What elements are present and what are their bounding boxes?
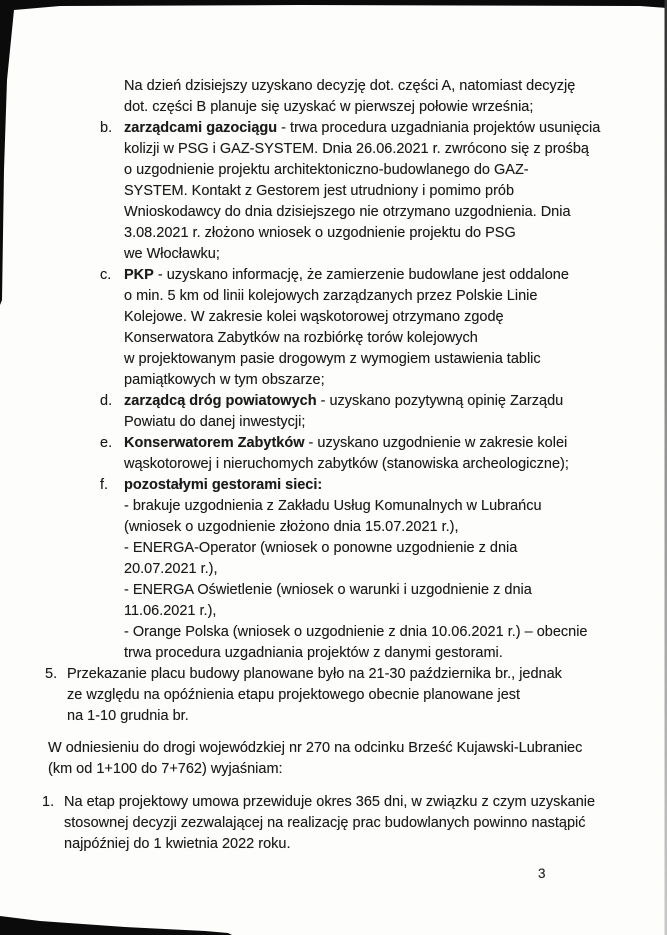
text-line: Wnioskodawcy do dnia dzisiejszego nie otrzymano uzgodnienia. Dnia	[124, 204, 571, 220]
item-lead-bold: zarządcą dróg powiatowych	[124, 393, 317, 409]
list-marker: c.	[100, 267, 112, 283]
numbered-item	[0, 792, 667, 855]
text-line: Na etap projektowy umowa przewiduje okres 365 dni, w związku z czym uzyskanie	[64, 794, 596, 810]
text-line: w projektowanym pasie drogowym z wymogiem ustawienia tablic	[124, 351, 541, 367]
lettered-item-body	[124, 391, 563, 433]
text-line: SYSTEM. Kontakt z Gestorem jest utrudniony i pomimo prób	[124, 183, 515, 199]
lettered-list	[0, 118, 667, 664]
lettered-item-body	[124, 265, 569, 391]
text-line: (km od 1+100 do 7+762) wyjaśniam:	[48, 761, 283, 777]
text-line: Przekazanie placu budowy planowane było na 21-30 października br., jednak	[67, 666, 562, 682]
text-line: dot. części B planuje się uzyskać w pierwszej połowie września;	[124, 99, 534, 115]
section-paragraph	[48, 738, 667, 780]
scan-edge-bottom	[0, 916, 232, 935]
text-line	[124, 475, 588, 496]
list-marker: e.	[100, 435, 113, 451]
numbered-item	[0, 664, 667, 727]
document-content	[0, 76, 667, 855]
text-line: pamiątkowych w tym obszarze;	[124, 372, 325, 388]
text-line: we Włocławku;	[124, 246, 220, 262]
text-line: W odniesieniu do drogi wojewódzkiej nr 270 na odcinku Brześć Kujawski-Lubraniec	[48, 740, 583, 756]
numbered-item-body	[67, 664, 562, 727]
item-lead-bold: zarządcami gazociągu	[124, 120, 278, 136]
text-line: Powiatu do danej inwestycji;	[124, 414, 306, 430]
text-line: o uzgodnienie projektu architektoniczno-budowlanego do GAZ-	[124, 162, 529, 178]
list-marker: d.	[100, 393, 113, 409]
text-line: - ENERGA Oświetlenie (wniosek o warunki i uzgodnienie z dnia	[124, 582, 532, 598]
text-line: - brakuje uzgodnienia z Zakładu Usług Komunalnych w Lubrańcu	[124, 498, 542, 514]
text-line: trwa procedura uzgadniania projektów z danymi gestorami.	[124, 645, 503, 661]
numbered-item-body	[64, 792, 595, 855]
text-line: 11.06.2021 r.),	[124, 603, 217, 619]
lettered-item	[0, 475, 667, 664]
item-lead-bold: PKP	[124, 267, 154, 283]
scan-edge-top	[0, 0, 667, 28]
text-line: zarządcą dróg powiatowych - uzyskano pozytywną opinię Zarządu	[124, 393, 564, 409]
text-line: wąskotorowej i nieruchomych zabytków (stanowiska archeologiczne);	[124, 456, 569, 472]
text-line: Konserwatora Zabytków na rozbiórkę torów kolejowych	[124, 330, 478, 346]
text-line: najpóźniej do 1 kwietnia 2022 roku.	[64, 836, 291, 852]
text-line: stosownej decyzji zezwalającej na realizację prac budowlanych powinno nastąpić	[64, 815, 586, 831]
text-line: kolizji w PSG i GAZ-SYSTEM. Dnia 26.06.2021 r. zwrócono się z prośbą	[124, 141, 589, 157]
lettered-item	[0, 391, 667, 433]
lettered-item-body	[124, 475, 588, 664]
lettered-item-body	[124, 433, 569, 475]
list-marker: 1.	[42, 794, 55, 810]
text-line: 3.08.2021 r. złożono wniosek o uzgodnienie projektu do PSG	[124, 225, 516, 241]
page-number: 3	[538, 866, 546, 881]
text-line: - ENERGA-Operator (wniosek o ponowne uzgodnienie z dnia	[124, 540, 518, 556]
text-line: 20.07.2021 r.),	[124, 561, 218, 577]
text-line: PKP - uzyskano informację, że zamierzenie budowlane jest oddalone	[124, 267, 569, 283]
text-line: na 1-10 grudnia br.	[67, 708, 189, 724]
item-lead-bold: pozostałymi gestorami sieci:	[124, 477, 323, 493]
text-line: (wniosek o uzgodnienie złożono dnia 15.07.2021 r.),	[124, 519, 459, 535]
list-marker: f.	[100, 477, 109, 493]
numbered-item-1	[0, 792, 667, 855]
text-line: zarządcami gazociągu - trwa procedura uzgadniania projektów usunięcia	[124, 120, 601, 136]
text-line: ze względu na opóźnienia etapu projektowego obecnie planowane jest	[67, 687, 521, 703]
text-line: Kolejowe. W zakresie kolei wąskotorowej otrzymano zgodę	[124, 309, 504, 325]
lettered-item-body	[124, 118, 600, 265]
list-marker: b.	[100, 120, 113, 136]
list-marker: 5.	[45, 666, 58, 682]
hanging-paragraph	[124, 76, 667, 118]
lettered-item	[0, 118, 667, 265]
text-line: Konserwatorem Zabytków - uzyskano uzgodnienie w zakresie kolei	[124, 435, 568, 451]
lettered-item	[0, 265, 667, 391]
numbered-item-5	[0, 664, 667, 727]
text-line: Na dzień dzisiejszy uzyskano decyzję dot. części A, natomiast decyzję	[124, 78, 576, 94]
lettered-item	[0, 433, 667, 475]
item-lead-bold: Konserwatorem Zabytków	[124, 435, 305, 451]
text-line: o min. 5 km od linii kolejowych zarządzanych przez Polskie Linie	[124, 288, 538, 304]
text-line: - Orange Polska (wniosek o uzgodnienie z dnia 10.06.2021 r.) – obecnie	[124, 624, 588, 640]
